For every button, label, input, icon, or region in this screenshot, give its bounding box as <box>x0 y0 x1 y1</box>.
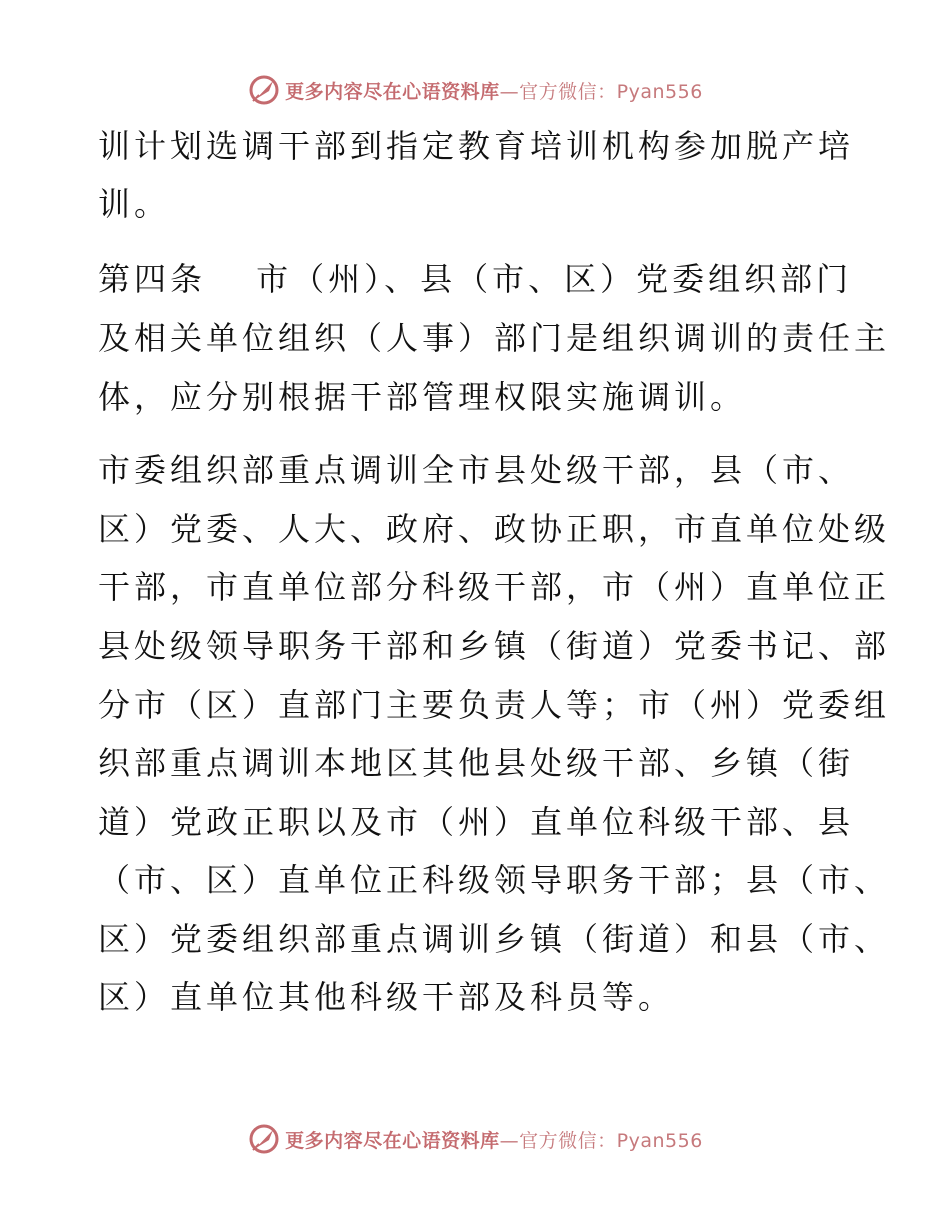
footer-watermark <box>0 1121 950 1157</box>
text-line: 训。 <box>98 185 171 223</box>
text-line: 区）直单位其他科级干部及科员等。 <box>98 978 675 1016</box>
watermark-separator: — <box>499 80 520 103</box>
text-line: 区）党委、人大、政府、政协正职，市直单位处级 <box>98 510 891 548</box>
watermark-contact: 官方微信：Pyan556 <box>519 80 703 103</box>
text-line: 训计划选调干部到指定教育培训机构参加脱产培 <box>98 127 855 165</box>
text-line: 区）党委组织部重点调训乡镇（街道）和县（市、 <box>98 920 891 958</box>
text-line: 分市（区）直部门主要负责人等；市（州）党委组 <box>98 686 891 724</box>
text-line: 织部重点调训本地区其他县处级干部、乡镇（街 <box>98 744 855 782</box>
header-watermark <box>0 72 950 108</box>
text-line: 县处级领导职务干部和乡镇（街道）党委书记、部 <box>98 627 891 665</box>
watermark-separator: — <box>499 1129 520 1152</box>
watermark-contact: 官方微信：Pyan556 <box>519 1129 703 1152</box>
text-line: （市、区）直单位正科级领导职务干部；县（市、 <box>98 861 891 899</box>
text-line: 第四条 市（州）、县（市、区）党委组织部门 <box>98 260 853 298</box>
watermark-brand: 更多内容尽在心语资料库 <box>285 80 500 103</box>
text-line: 及相关单位组织（人事）部门是组织调训的责任主 <box>98 319 891 357</box>
quill-logo-icon <box>247 73 281 107</box>
text-line: 体，应分别根据干部管理权限实施调训。 <box>98 378 747 416</box>
text-line: 干部，市直单位部分科级干部，市（州）直单位正 <box>98 568 891 606</box>
text-line: 道）党政正职以及市（州）直单位科级干部、县 <box>98 803 855 841</box>
watermark-brand: 更多内容尽在心语资料库 <box>285 1129 500 1152</box>
quill-logo-icon <box>247 1122 281 1156</box>
text-line: 市委组织部重点调训全市县处级干部，县（市、 <box>98 451 855 489</box>
